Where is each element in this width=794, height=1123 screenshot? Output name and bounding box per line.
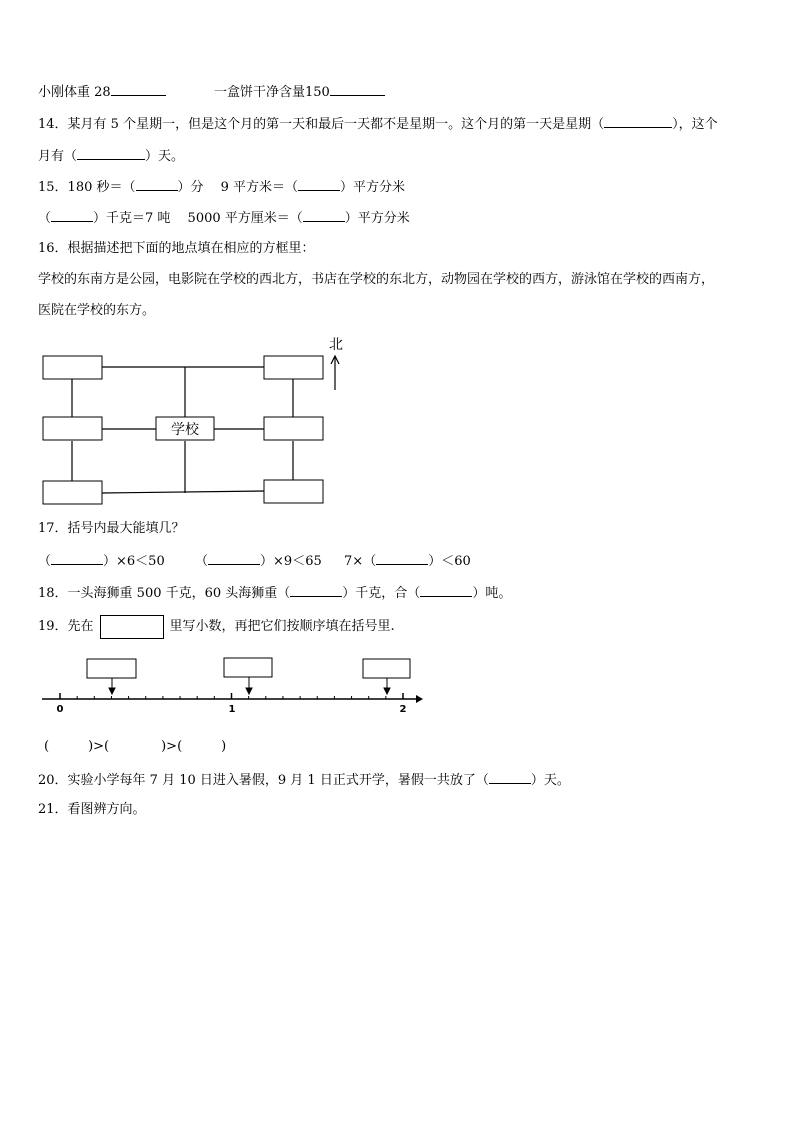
q14-text-4: ）天。 [145, 149, 185, 164]
q18-text-c: ）吨。 [472, 586, 512, 601]
q15-text-e: ）千克＝7 吨 5000 平方厘米＝（ [93, 211, 303, 226]
biscuit-text: 一盒饼干净含量150 [213, 85, 330, 100]
tick-label-1: 1 [228, 704, 236, 715]
q17-text-3a: 7×（ [344, 554, 377, 569]
q20-blank-days[interactable] [489, 770, 531, 784]
number-line-box-1[interactable] [87, 659, 136, 678]
tick-label-0: 0 [56, 704, 64, 715]
q17-text-2b: ）×9＜65 [260, 554, 322, 569]
q20-line [38, 770, 570, 790]
q16-desc-1: 学校的东南方是公园，电影院在学校的西北方，书店在学校的东北方，动物园在学校的西方，游泳馆在学校的西南方， [38, 272, 715, 287]
number-line-box-3[interactable] [363, 659, 410, 678]
q20-text-end: ）天。 [530, 773, 570, 788]
q21-title: 21．看图辨方向。 [38, 802, 146, 817]
q15-text-c: ）平方分米 [340, 180, 406, 195]
q16-desc-2: 医院在学校的东方。 [38, 303, 156, 318]
q14-text-3: 月有（ [38, 149, 78, 164]
q15-text-d: （ [38, 211, 52, 226]
q15-text-a: 15．180 秒＝（ [38, 180, 136, 195]
number-line-box-2[interactable] [224, 658, 272, 677]
q17-title: 17．括号内最大能填几？ [38, 521, 185, 536]
q15-text-f: ）平方分米 [344, 211, 410, 226]
q19-order-line[interactable]: ( )>( )>( ) [44, 739, 227, 754]
q14-text-2: ），这个 [672, 117, 718, 132]
q17-text-1a: （ [38, 554, 52, 569]
q17-text-2a: （ [195, 554, 209, 569]
q18-text-a: 18．一头海狮重 500 千克，60 头海狮重（ [38, 586, 291, 601]
q14-text: 14．某月有 5 个星期一，但是这个月的第一天和最后一天都不是星期一。这个月的第一天是星期（ [38, 117, 605, 132]
q19-text-b: 里写小数，再把它们按顺序填在括号里. [169, 619, 395, 634]
tick-label-2: 2 [399, 704, 407, 715]
q20-text: 20．实验小学每年 7 月 10 日进入暑假，9 月 1 日正式开学，暑假一共放了（ [38, 773, 489, 788]
school-label: 学校 [171, 422, 199, 438]
q18-text-b: ）千克，合（ [342, 586, 421, 601]
pointer-arrows-icon [109, 677, 390, 694]
q16-title: 16．根据描述把下面的地点填在相应的方框里： [38, 241, 315, 256]
q15-text-b: ）分 9 平方米＝（ [177, 180, 299, 195]
weight-text: 小刚体重 28 [38, 85, 111, 100]
q19-text-a: 19．先在 [38, 619, 94, 634]
axis-arrow-icon [416, 695, 423, 703]
q17-text-1b: ）×6＜50 [103, 554, 165, 569]
q17-text-3b: ）＜60 [428, 554, 471, 569]
north-label: 北 [329, 337, 343, 353]
